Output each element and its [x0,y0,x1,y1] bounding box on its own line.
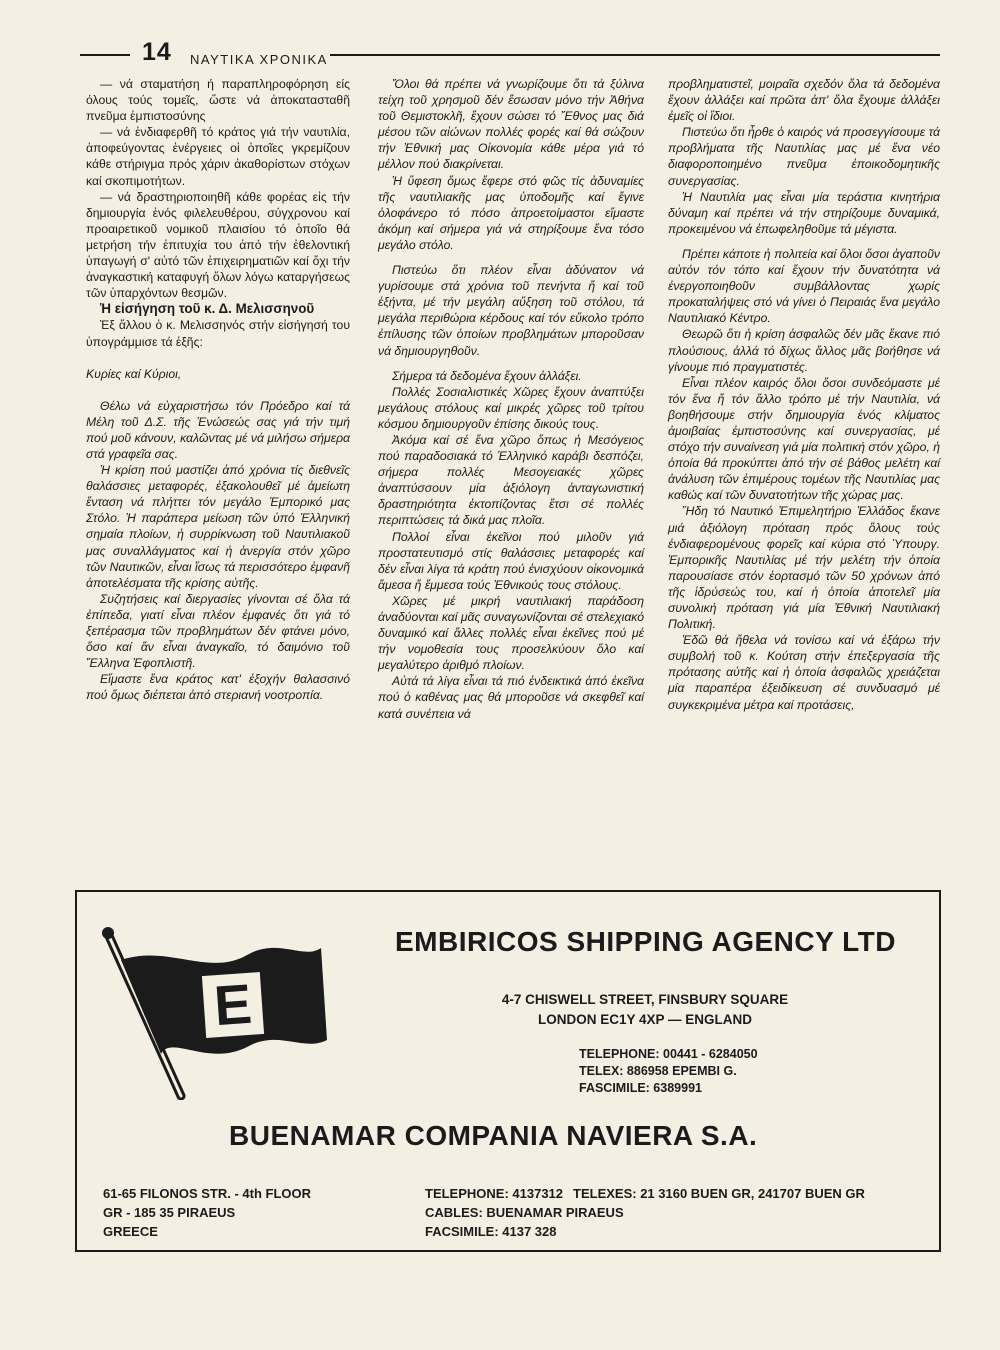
column-2 [378,76,644,722]
cables: CABLES: BUENAMAR PIRAEUS [425,1205,624,1220]
speech-paragraph: Πρέπει κάποτε ἡ πολιτεία καί ὅλοι ὅσοι ἀγαποῦν αὐτόν τόν τόπο καί ἔχουν τήν δυνατότητα νά ἐνεργοποιηθοῦν συμβάλλοντας χωρίς προκαταλήψεις στό νά γίνει ὁ Πειραιάς ἕνα μεγάλο Ναυτιλιακό Κέντρο. [668,246,940,326]
speech-paragraph: Θεωρῶ ὅτι ἡ κρίση ἀσφαλῶς δέν μᾶς ἔκανε πιό πλούσιους, ἀλλά τό δίχως ἄλλος μᾶς βοήθησε νά γίνουμε πιό πραγματιστές. [668,327,940,374]
buenamar-company-name: BUENAMAR COMPANIA NAVIERA S.A. [229,1120,758,1151]
bullet-paragraph: — νά δραστηριοποιηθῆ κάθε φορέας εἰς τήν δημιουργία ἑνός φιλελευθέρου, σύγχρονου καί προαιρετικοῦ νομικοῦ πλαισίου τό ὁποῖο θά μετρήση τήν ἐπιτυχία του ἀπό τήν ἐθελοντική ὑπαγωγή σ' αὐτό τῶν ἐπιχειρηματιῶν καί ὄχι τήν ἀναγκαστική καταφυγή ὅλων λόγω καταργήσεως τῶν ὑπαρχόντων θεσμῶν. [86,189,350,301]
header-rule-right [330,54,940,56]
company-flag-icon [99,920,339,1100]
speech-paragraph: Πιστεύω ὅτι πλέον εἶναι ἀδύνατον νά γυρίσουμε στά χρόνια τοῦ πενήντα ἤ καί τοῦ ἑξήντα, μέ τήν μεγάλη αὔξηση τοῦ στόλου, τά μεγάλα περιθώρια κέρδους καί τόν εὔκολο τρόπο ἐπίλυσης τῶν ὁποίων προβλημάτων μποροῦσαν νά δημιουργηθοῦν. [378,263,644,358]
speech-paragraph: Ἐδῶ θά ἤθελα νά τονίσω καί νά ἐξάρω τήν συμβολή τοῦ κ. Κούτση στήν ἐπεξεργασία τῆς πρότασης αὐτῆς καί ἡ ὁποία ἀσφαλῶς χρειάζεται μία παραπέρα ἐξειδίκευση σέ συνδυασμό μέ συγκεκριμένα μέτρα καί προτάσεις, [668,633,940,712]
fax: FACSIMILE: 4137 328 [425,1224,557,1239]
buenamar-address [103,1184,311,1241]
publication-title: ΝΑΥΤΙΚΑ ΧΡΟΝΙΚΑ [190,52,328,67]
section-subheading: Ἡ εἰσήγηση τοῦ κ. Δ. Μελισσηνοῦ [100,301,315,317]
telephone: TELEPHONE: 00441 - 6284050 [579,1047,758,1061]
page-number: 14 [142,38,172,66]
speech-paragraph: Εἴμαστε ἕνα κράτος κατ' ἐξοχήν θαλασσινό πού ὅμως διέπεται ἀπό στεριανή νοοτροπία. [86,672,350,703]
address-line: LONDON EC1Y 4XP — ENGLAND [537,1012,753,1027]
speech-paragraph: Ἡ ὕφεση ὅμως ἔφερε στό φῶς τίς ἀδυναμίες τῆς ναυτιλιακῆς μας ὑποδομῆς καί ἔγινε ὁλοφάνερο τό πόσο ἀπροετοίμαστοι εἴμαστε ἀκόμη καί σήμερα γιά νά στηρίξουμε ἕνα τόσο μεγάλο στόλο. [378,173,644,252]
speech-paragraph: Πολλές Σοσιαλιστικές Χῶρες ἔχουν ἀναπτύξει μεγάλους στόλους καί μικρές χῶρες τοῦ τρίτου κόσμου δημιουργοῦν ἐπίσης δικούς τους. [378,384,644,431]
salutation: Κυρίες καί Κύριοι, [86,366,182,381]
speech-paragraph: προβληματιστεῖ, μοιραῖα σχεδόν ὅλα τά δεδομένα ἔχουν ἀλλάξει καί πρῶτα ἀπ' ὅλα ἔχουμε ἀλλάξει ἐμεῖς οἱ ἴδιοι. [668,77,940,124]
speech-paragraph: Πολλοί εἶναι ἐκεῖνοι πού μιλοῦν γιά προστατευτισμό στίς θαλάσσιες μεταφορές καί δέν εἶναι λίγα τά κράτη πού ἐνισχύουν οἰκονομικά ἄμεσα ἤ ἔμμεσα τούς Ἐθνικούς τους στόλους. [378,529,644,592]
fax: FASCIMILE: 6389991 [579,1081,702,1095]
flag-letter: E [212,971,254,1038]
header-rule-left [80,54,130,56]
embiricos-address [495,990,795,1030]
speech-paragraph: Αὐτά τά λίγα εἶναι τά πιό ἐνδεικτικά ἀπό ἐκεῖνα πού ὁ καθένας μας θά μποροῦσε νά σκεφθεῖ καί κατά συνέπεια νά [378,674,644,721]
page-header [80,40,940,72]
speech-paragraph: Ἀκόμα καί σέ ἕνα χῶρο ὅπως ἡ Μεσόγειος πού παραδοσιακά τό Ἑλληνικό καράβι δεσπόζει, σήμερα πολλές Μεσογειακές χῶρες ἀναπτύσσουν μία ἀξιόλογη ἀνταγωνιστική δραστηριότητα ἐκτοπίζοντας ἔτσι σέ πολλές περιπτώσεις τά δικά μας πλοῖα. [378,432,644,528]
advertisement-box [75,890,941,1252]
column-1 [86,76,350,703]
speech-paragraph: Ἤδη τό Ναυτικό Ἐπιμελητήριο Ἑλλάδος ἔκανε μιά ἀξιόλογη πρόταση πρός ὅλους τούς ἐνδιαφερομένους φορεῖς καί κύρια στό Ὑπουργ. Ἐμπορικῆς Ναυτιλίας μέ τήν μελέτη τήν ὁποία παρουσίασε στόν ἑορτασμό τῶν 50 χρόνων ἀπό τῆς ἱδρύσεώς του, καί ἡ ὁποία ἀποτελεῖ μία συνολική πρόταση γιά μία Ἐθνική Ναυτιλιακή Πολιτική. [668,504,940,632]
bullet-paragraph: — νά ἐνδιαφερθῆ τό κράτος γιά τήν ναυτιλία, ἀποφεύγοντας ἐνέργειες οἱ ὁποῖες γκρεμίζουν κάθε στήριγμα πρός χάριν ἀκαθορίστων στόχων καί σκοπιμοτήτων. [86,125,350,188]
speech-paragraph: Χῶρες μέ μικρή ναυτιλιακή παράδοση ἀναδύονται καί μᾶς συναγωνίζονται σέ στελεχιακό δυναμικό καί ἄλλες πολλές εἶναι ἐκεῖνες πού μέ τήν νομοθεσία τους προσελκύουν ὅλο καί μεγαλύτερο ἀριθμό πλοίων. [378,593,644,673]
embiricos-company-name: EMBIRICOS SHIPPING AGENCY LTD [395,926,896,957]
speech-paragraph: Εἶναι πλέον καιρός ὅλοι ὅσοι συνδεόμαστε μέ τόν ἕνα ἤ τόν ἄλλο τρόπο μέ τήν Ναυτιλία, νά βοηθήσουμε στήν δημιουργία ἑνός κλίματος ἀμοιβαίας ἐμπιστοσύνης καί συνεργασίας, μέ στόχο τήν συναίνεση γιά μία πολιτική στόν χῶρο, ἡ ὁποία θά προκύπτει ἀπό τήν σέ βάθος μελέτη καί ἀνάλυση τῶν ἐπιμέρους τομέων τῆς Ναυτιλίας μας καθώς καί τῶν δυνατοτήτων τῆς χώρας μας. [668,375,940,503]
speech-paragraph: Ἡ κρίση πού μαστίζει ἀπό χρόνια τίς διεθνεῖς θαλάσσιες μεταφορές, ἐξακολουθεῖ μέ ἀμείωτη ἔνταση νά πλήττει τόν μεγάλο Ἐμπορικό μας Στόλο. Ἡ παράπερα μείωση τῶν ὑπό Ἑλληνική σημαία πλοίων, ἡ συρρίκνωση τοῦ Ναυτιλιακοῦ μας συναλλάγματος καί ἡ ἀνεργία στόν χῶρο τῶν Ναυτικῶν, εἶναι ἴσως τά περισσότερο ἐμφανῆ ἀποτελέσματα τῆς κρίσης αὐτῆς. [86,463,350,590]
speech-paragraph: Ὅλοι θά πρέπει νά γνωρίζουμε ὅτι τά ξύλινα τείχη τοῦ χρησμοῦ δέν ἔσωσαν μόνο τήν Ἀθήνα τοῦ Θεμιστοκλῆ, ἔχουν σώσει τό Ἔθνος μας διά μέσου τῶν αἰώνων πολλές φορές καί θά σώζουν τήν Ἐθνική μας Οἰκονομία κάθε μέρα γιά τό μέλλον πού διακρίνεται. [378,77,644,172]
speech-paragraph: Σήμερα τά δεδομένα ἔχουν ἀλλάξει. [392,368,582,383]
speech-paragraph: Θέλω νά εὐχαριστήσω τόν Πρόεδρο καί τά Μέλη τοῦ Δ.Σ. τῆς Ἑνώσεώς σας γιά τήν τιμή πού μοῦ κάνουν, καλῶντας μέ νά μιλήσω σήμερα στά γραφεῖα σας. [86,398,350,461]
telex: TELEX: 886958 EPEMBI G. [579,1064,737,1078]
bullet-paragraph: — νά σταματήση ή παραπληροφόρηση είς όλους τούς τομεῖς, ὥστε νά ἀποκατασταθῆ πνεῦμα ἐμπιστοσύνης [86,77,350,124]
speech-paragraph: Συζητήσεις καί διεργασίες γίνονται σέ ὅλα τά ἐπίπεδα, γιατί εἶναι πλέον ἐμφανές ὅτι γιά τό ξεπέρασμα τῶν προβλημάτων δέν φτάνει μόνο, ὅσο καί ἄν εἶναι ἀναγκαῖο, τό δαιμόνιο τοῦ Ἕλληνα Ἐφοπλιστῆ. [86,591,350,671]
speech-paragraph: Ἡ Ναυτιλία μας εἶναι μία τεράστια κινητήρια δύναμη καί πρέπει νά τήν στηρίζουμε δυναμικά, προκειμένου νά ἐπωφεληθοῦμε τά μέγιστα. [668,189,940,236]
buenamar-contacts [425,1184,865,1241]
telexes: TELEXES: 21 3160 BUEN GR, 241707 BUEN GR [573,1186,865,1201]
address-line: 61-65 FILONOS STR. - 4th FLOOR [103,1186,312,1201]
embiricos-contacts [579,1046,758,1097]
intro-paragraph: Ἐξ ἄλλου ὁ κ. Μελισσηνός στήν εἰσήγησή του ὑπογράμμισε τά ἑξῆς: [86,318,350,349]
address-line: GR - 185 35 PIRAEUS [103,1205,236,1220]
column-3 [668,76,940,713]
speech-paragraph: Πιστεύω ὅτι ἦρθε ὁ καιρός νά προσεγγίσουμε τά προβλήματα τῆς Ναυτιλίας μας μέ ἕνα νέο διαφοροποιημένο πνεῦμα ἐποικοδομητικῆς συνεργασίας. [668,125,940,188]
address-line: 4-7 CHISWELL STREET, FINSBURY SQUARE [501,992,789,1007]
telephone: TELEPHONE: 4137312 [425,1186,564,1201]
address-line: GREECE [103,1224,158,1239]
